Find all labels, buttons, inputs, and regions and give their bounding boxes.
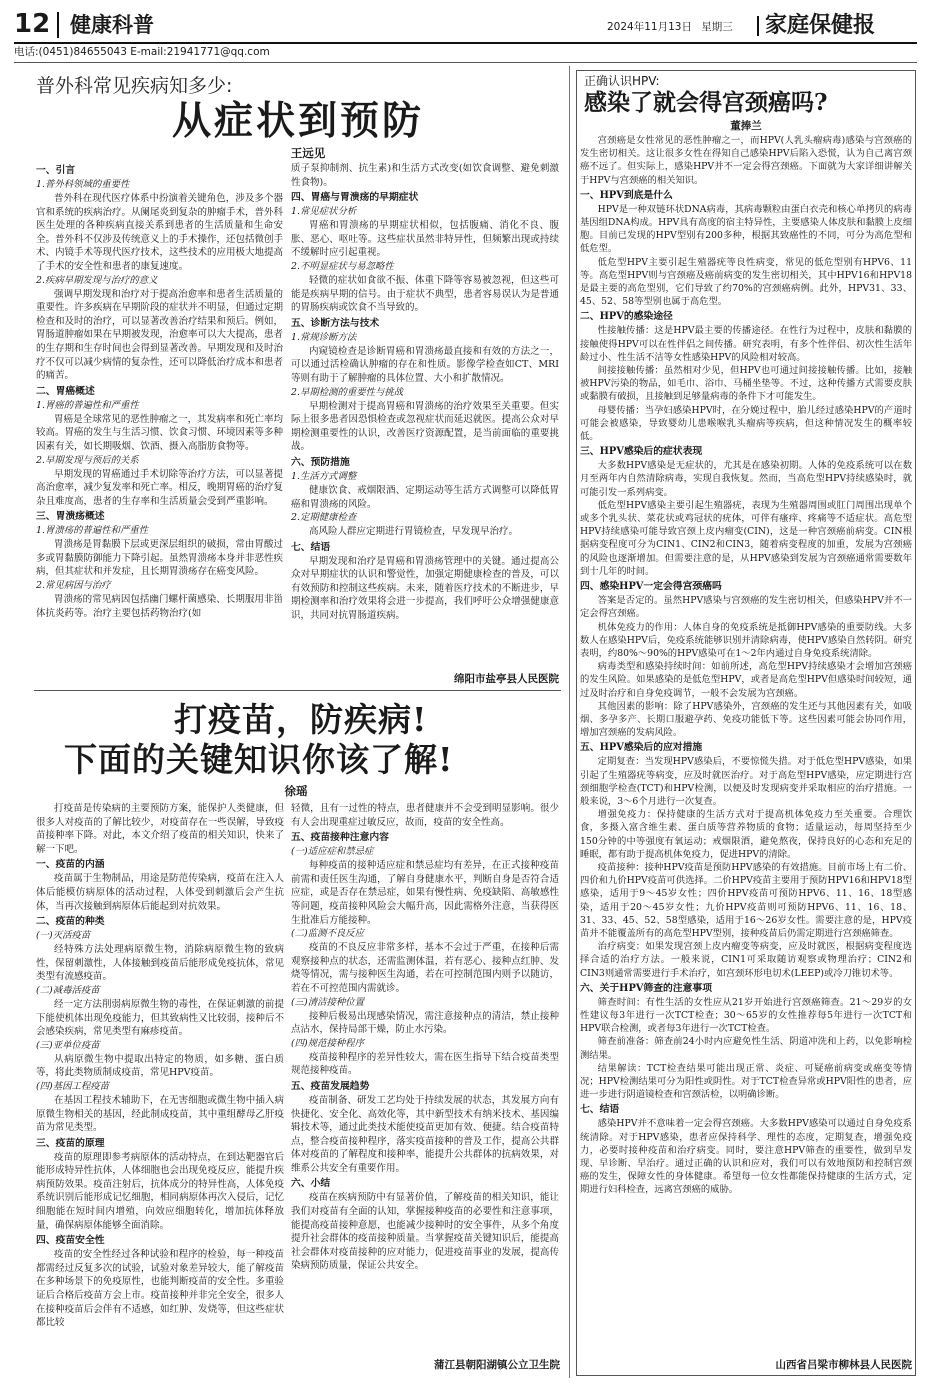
body-paragraph: 疫苗的安全性经过各种试验和程序的检验，每一种疫苗都需经过反复多次的试验，试验对象差异较大，能了解疫苗在多种场景下的免疫原性，也能判断疫苗的安全性。多重验证后合格后疫苗方会上市。疫苗接种并非完全安全，很多人在接种疫苗后会伴有不适感，如红肿、发烧等，但这些症状都比较 xyxy=(36,1249,284,1329)
body-paragraph: 感染HPV并不意味着一定会得宫颈癌。大多数HPV感染可以通过自身免疫系统清除。对于HPV感染，患者应保持科学、理性的态度，定期复查，增强免疫力，必要时接种疫苗和治疗病变。同时，要注意HPV筛查的重要性，做到早发现、早诊断、早治疗。通过正确的认识和应对，我们可以有效地预防和控制宫颈癌的发生，保障女性的身体健康。希望每一位女性都能保持健康的生活方式，定期进行妇科检查，远离宫颈癌的威胁。 xyxy=(580,1118,912,1196)
subsection-heading: 1.常规诊断方法 xyxy=(291,331,357,343)
masthead-rule-thin xyxy=(14,62,917,63)
section-heading: 七、结语 xyxy=(580,1104,620,1116)
body-paragraph: 疫苗的原理即参考病原体的活动特点，在到达靶器官后能形成特异性抗体，人体细胞也会出现免疫反应，能提升疾病预防效果。疫苗注射后，抗体成分的特异性高，人体免疫系统识别后能形成记忆细胞，相同病原体再次入侵后，记忆细胞能在短时间内增殖，向效应细胞转化，增加抗体释放量，确保病原体能够全面消除。 xyxy=(36,1151,284,1231)
subsection-heading: 2.疾病早期发现与治疗的意义 xyxy=(36,274,158,286)
article3-kicker: 正确认识HPV: xyxy=(584,74,660,88)
section-heading: 一、疫苗的内涵 xyxy=(36,859,105,871)
body-paragraph: 强调早期发现和治疗对于提高治愈率和患者生活质量的重要性。许多疾病在早期阶段的症状并不明显，但通过定期检查和及时的治疗，可以显著改善治疗结果和预后。例如，胃肠道肿瘤如果在早期被发现，治愈率可以大大提高，患者的生存期和生存时间也会得到显著改善。早期发现和及时治疗不仅可以减少病情的复杂性，还可以降低治疗成本和患者的痛苦。 xyxy=(36,288,283,382)
subsection-heading: (二)减毒活疫苗 xyxy=(36,984,100,996)
section-heading: 六、关于HPV筛查的注意事项 xyxy=(580,982,712,994)
body-paragraph: 母婴传播：当孕妇感染HPV时，在分娩过程中，胎儿经过感染HPV的产道时可能会被感染，导致婴幼儿患喉喉乳头瘤病等疾病，但这种情况发生的概率较低。 xyxy=(580,404,912,443)
section-heading: 三、疫苗的原理 xyxy=(36,1137,105,1149)
subsection-heading: 2.早期检测的重要性与挑战 xyxy=(291,386,404,398)
body-paragraph: 高风险人群应定期进行胃镜检查，早发现早治疗。 xyxy=(309,526,519,538)
section-heading: 三、HPV感染后的症状表现 xyxy=(580,446,703,458)
body-paragraph: 胃溃疡是胃黏膜下层或更深层组织的破损，常由胃酸过多或胃黏膜防御能力下降引起。虽然胃溃疡本身并非恶性疾病，但其症状和并发症，且长期胃溃疡存在癌变风险。 xyxy=(36,539,283,578)
section-heading: 一、引言 xyxy=(36,165,76,176)
subsection-heading: (二)监测不良反应 xyxy=(291,928,364,940)
body-paragraph: 疫苗在疾病预防中有显著价值，了解疫苗的相关知识，能让我们对疫苗有全面的认知，掌握接种疫苗的必要性和注意事项，能提高疫苗接种意愿，也能减少接种时的安全事件，从多个角度提升社会群体的疫苗接种质量。当掌握疫苗关键知识后，能提高社会群体对疫苗接种的应对能力，促进疫苗事业的发展，提高传染病预防质量，保证公共安全。 xyxy=(291,1192,559,1272)
section-heading: 二、疫苗的种类 xyxy=(36,916,105,928)
body-paragraph: 筛查时间：有性生活的女性应从21岁开始进行宫颈癌筛查。21～29岁的女性建议每3年进行一次TCT检查；30～65岁的女性推荐每5年进行一次TCT和HPV联合检测，或者每3年进行一次TCT检查。 xyxy=(580,996,912,1035)
body-paragraph: 其他因素的影响：除了HPV感染外，宫颈癌的发生还与其他因素有关，如吸烟、多孕多产、长期口服避孕药、免疫功能低下等。这些因素可能会协同作用，增加宫颈癌的发病风险。 xyxy=(580,700,912,739)
body-paragraph: 病毒类型和感染持续时间：如前所述，高危型HPV持续感染才会增加宫颈癌的发生风险。如果感染的是低危型HPV，或者是高危型HPV但感染时间较短，通过及时治疗和自身免疫调节，一般不会发展为宫颈癌。 xyxy=(580,661,912,699)
article1-column-2 xyxy=(291,162,559,657)
subsection-heading: (一)灭活疫苗 xyxy=(36,930,91,942)
body-paragraph: 治疗病变：如果发现宫颈上皮内瘤变等病变，应及时就医，根据病变程度选择合适的治疗方法。一般来说，CIN1可采取随访观察或物理治疗；CIN2和CIN3则通常需要进行手术治疗，如宫颈环形电切术(LEEP)或冷刀锥切术等。 xyxy=(580,941,912,979)
article1-column-1 xyxy=(36,162,283,694)
body-paragraph: 经特殊方法处理病原微生物，消除病原微生物的致病性，保留刺激性，人体接触到疫苗后能形成免疫抗体，常见类型有流感疫苗。 xyxy=(36,944,284,983)
article1-affiliation: 绵阳市盐亭县人民医院 xyxy=(454,673,559,685)
body-paragraph: 疫苗接种：接种HPV疫苗是预防HPV感染的有效措施。目前市场上有二价、四价和九价HPV疫苗可供选择。二价HPV疫苗主要用于预防HPV16和HPV18型感染，适用于9～45岁女性；四价HPV疫苗可预防HPV6、11、16、18型感染，适用于20～45岁女性；九价HPV疫苗则可预防HPV6、11、16、18、31、33、45、52、58型感染，适用于16～26岁女性。需要注意的是，HPV疫苗并不能覆盖所有的高危型HPV型别，接种疫苗后仍需定期进行宫颈癌筛查。 xyxy=(580,861,912,939)
body-paragraph: 性接触传播：这是HPV最主要的传播途径。在性行为过程中，皮肤和黏膜的接触使得HPV可以在性伴侣之间传播。研究表明，有多个性伴侣、初次性生活年龄过小、性生活不洁等女性感染HPV的风险相对较高。 xyxy=(580,325,912,363)
body-paragraph: 疫苗的不良反应非常多样，基本不会过于严重，在接种后需观察接种点的状态，还需监测体温，若有恶心、接种点红肿、发烧等情况，需与接种医生沟通，若在可控制范围内则予以随访，若在不可控范围内需就诊。 xyxy=(291,942,559,994)
body-paragraph: 间接接触传播：虽然相对少见，但HPV也可通过间接接触传播。比如，接触被HPV污染的物品，如毛巾、浴巾、马桶坐垫等。不过，这种传播方式需要皮肤或黏膜有破损，且接触到足够量病毒的条件下才可能发生。 xyxy=(580,365,912,403)
section-heading: 五、疫苗接种注意内容 xyxy=(291,832,389,844)
subsection-heading: 2.早期发现与预后的关系 xyxy=(36,454,139,466)
article3-title: 感染了就会得宫颈癌吗? xyxy=(584,89,828,116)
body-paragraph: 低危型HPV感染主要引起生殖器疣，表现为生殖器周围或肛门周围出现单个或多个乳头状、菜花状或鸡冠状的疣体，可伴有瘙痒、疼痛等不适症状。高危型HPV持续感染可能导致宫颈上皮内瘤变(CIN)，这是一种宫颈癌前病变。CIN根据病变程度可分为CIN1、CIN2和CIN3，随着病变程度的加重，发展为宫颈癌的风险也逐渐增加。但需要注意的是，从HPV感染到发展为宫颈癌通常需要数年到十几年的时间。 xyxy=(580,499,912,577)
body-paragraph: 在基因工程技术辅助下，在无害细胞或微生物中插入病原微生物相关的基因，经此制成疫苗，其中重组酵母乙肝疫苗为常见类型。 xyxy=(36,1094,284,1134)
article3-affiliation: 山西省吕梁市柳林县人民医院 xyxy=(775,1359,912,1371)
body-paragraph: 质子泵抑制剂、抗生素)和生活方式改变(如饮食调整、避免刺激性食物)。 xyxy=(291,163,559,188)
section-name: 健康科普 xyxy=(70,12,154,37)
body-paragraph: 经一定方法削弱病原微生物的毒性，在保证刺激的前提下能使机体出现免疫能力，但其致病性又比较弱，接种后不会感染疾病，常见类型有麻疹疫苗。 xyxy=(36,998,284,1038)
article2-author: 徐瑶 xyxy=(284,784,308,798)
body-paragraph: 每种疫苗的接种适应症和禁忌症均有差异，在正式接种疫苗前需和责任医生沟通，了解自身健康水平，判断自身是否符合适应症，或是否存在禁忌症，如果有慢性病、免疫缺陷、高敏感性等问题，疫苗接种风险会大幅升高，因此需格外注意，当获得医生批准后方能接种。 xyxy=(291,860,559,926)
subsection-heading: 1.常见症状分析 xyxy=(291,206,357,218)
body-paragraph: 疫苗接种程序的差异性较大，需在医生指导下结合疫苗类型规范接种疫苗。 xyxy=(291,1051,559,1077)
body-paragraph: 胃癌是全球常见的恶性肿瘤之一，其发病率和死亡率均较高。胃癌的发生与生活习惯、饮食习惯、环境因素等多种因素有关，如长期吸烟、饮酒、摄入高脂肪食物等。 xyxy=(36,413,283,452)
body-paragraph: 增强免疫力：保持健康的生活方式对于提高机体免疫力至关重要。合理饮食，多摄入富含维生素、蛋白质等营养物质的食物；适量运动，每周坚持至少150分钟的中等强度有氧运动；戒烟限酒，避免熬夜，保持良好的心态和充足的睡眠，都有助于提高机体免疫力，促进HPV的清除。 xyxy=(580,809,912,860)
masthead-divider xyxy=(57,12,59,38)
section-heading: 六、小结 xyxy=(291,1178,331,1190)
body-paragraph: 结果解读：TCT检查结果可能出现正常、炎症、可疑癌前病变或癌变等情况；HPV检测结果可分为阳性或阴性。对于TCT检查异常或HPV阳性的患者，应进一步进行阴道镜检查和宫颈活检，以明确诊断。 xyxy=(580,1062,912,1101)
subsection-heading: 2.不明显症状与易忽略性 xyxy=(291,260,394,272)
section-heading: 五、HPV感染后的应对措施 xyxy=(580,742,703,754)
body-paragraph: 大多数HPV感染是无症状的，尤其是在感染初期。人体的免疫系统可以在数月至两年内自然清除病毒，实现自我恢复。然而，当高危型HPV持续感染时，就可能引发一系列病变。 xyxy=(580,460,912,498)
article2-column-1 xyxy=(36,802,284,1372)
article2-column-2 xyxy=(291,802,559,1357)
section-heading: 三、胃溃疡概述 xyxy=(36,511,105,523)
body-paragraph: 胃癌和胃溃疡的早期症状相似，包括腹痛、消化不良、腹胀、恶心、呕吐等。这些症状虽然非特异性，但频繁出现或持续不缓解时应引起重视。 xyxy=(291,220,559,259)
column-divider xyxy=(569,66,570,1378)
subsection-heading: (三)亚单位疫苗 xyxy=(36,1039,100,1051)
body-paragraph: 接种后极易出现感染情况，需注意接种点的清洁，禁止接种点沾水，保持局部干燥，防止水污染。 xyxy=(291,1010,559,1036)
body-paragraph: 宫颈癌是女性常见的恶性肿瘤之一，而HPV(人乳头瘤病毒)感染与宫颈癌的发生密切相关。这让很多女性在得知自己感染HPV后陷入恐慌，认为自己离宫颈癌不远了。但实际上，感染HPV并不一定会得宫颈癌。下面就为大家详细讲解关于HPV与宫颈癌的相关知识。 xyxy=(580,135,912,186)
body-paragraph: 早期检测对于提高胃癌和胃溃疡的治疗效果至关重要。但实际上很多患者因恐惧检查或忽视症状而延迟就医。提高公众对早期检测重要性的认识，改善医疗资源配置，是当前面临的重要挑战。 xyxy=(291,400,559,453)
paper-name: 家庭保健报 xyxy=(765,12,876,38)
body-paragraph: 普外科在现代医疗体系中扮演着关键角色，涉及多个器官和系统的疾病治疗。从阑尾炎到复杂的肿瘤手术，普外科医生处理的各种疾病直接关系到患者的生活质量和生命安全。普外科不仅涉及传统意义上的手术操作，还包括微创手术、内镜手术等现代医疗技术，这些技术的应用极大地提高了手术的安全性和患者的康复速度。 xyxy=(36,193,283,272)
article3-author: 董捧兰 xyxy=(730,120,762,132)
article2-affiliation: 蒲江县朝阳湖镇公立卫生院 xyxy=(434,1359,560,1371)
contact-info: 电话:(0451)84655043 E-mail:21941771@qq.com xyxy=(14,46,270,58)
section-heading: 二、胃癌概述 xyxy=(36,385,95,397)
subsection-heading: 1.生活方式调整 xyxy=(291,470,357,482)
body-paragraph: 轻微，且有一过性的特点，患者健康并不会受到明显影响。很少有人会出现重症过敏反应，故而，疫苗的安全性高。 xyxy=(291,803,559,828)
date-text: 2024年11月13日 xyxy=(607,21,692,33)
subsection-heading: 2.定期健康检查 xyxy=(291,512,357,524)
subsection-heading: (四)规范接种程序 xyxy=(291,1037,364,1049)
subsection-heading: (四)基因工程疫苗 xyxy=(36,1080,109,1092)
section-heading: 四、疫苗安全性 xyxy=(36,1235,105,1247)
subsection-heading: (三)清洁接种位置 xyxy=(291,996,364,1008)
section-heading: 六、预防措施 xyxy=(291,456,350,468)
body-paragraph: 胃溃疡的常见病因包括幽门螺杆菌感染、长期服用非甾体抗炎药等。治疗主要包括药物治疗(如 xyxy=(36,594,283,619)
article1-kicker: 普外科常见疾病知多少: xyxy=(36,75,233,97)
article1-bottom-rule xyxy=(34,690,561,691)
article2-title-line2: 下面的关键知识你该了解! xyxy=(64,740,454,779)
body-paragraph: 疫苗制备、研发工艺均处于持续发展的状态，其发展方向有快捷化、安全化、高效化等，其中新型技术有纳米技术、基因编辑技术等，通过此类技术能使疫苗更加有效、便捷。结合疫苗特点，整合疫苗接种程序，落实疫苗接种的普及工作，提高公共群体对疫苗的了解程度和接种率，能提升公共群体的抗病效果，对维系公共安全有重要作用。 xyxy=(291,1094,559,1174)
subsection-heading: (一)适应症和禁忌症 xyxy=(291,846,374,858)
masthead-divider-2 xyxy=(757,16,759,36)
section-heading: 七、结语 xyxy=(291,541,331,553)
body-paragraph: 早期发现和治疗是胃癌和胃溃疡管理中的关键。通过提高公众对早期症状的认识和警觉性，加强定期健康检查的普及，可以有效预防和控制这些疾病。未来，随着医疗技术的不断进步，早期检测率和治疗效果将会进一步提高，我们呼吁公众增强健康意识，共同对抗胃肠道疾病。 xyxy=(291,555,559,622)
article1-author: 王远见 xyxy=(290,146,326,160)
body-paragraph: 内窥镜检查是诊断胃癌和胃溃疡最直接和有效的方法之一，可以通过活检确认肿瘤的存在和性质。影像学检查如CT、MRI等则有助于了解肿瘤的具体位置、大小和扩散情况。 xyxy=(291,345,559,384)
body-paragraph: 打疫苗是传染病的主要预防方案，能保护人类健康，但很多人对疫苗的了解比较少，对疫苗存在一些误解，导致疫苗接种率下降。对此，本文介绍了疫苗的相关知识，快来了解一下吧。 xyxy=(36,803,284,855)
subsection-heading: 1.胃溃疡的普遍性和严重性 xyxy=(36,525,149,537)
weekday-text: 星期三 xyxy=(701,21,733,33)
article3-body xyxy=(580,134,912,1354)
body-paragraph: 筛查前准备：筛查前24小时内应避免性生活、阴道冲洗和上药，以免影响检测结果。 xyxy=(580,1036,912,1061)
body-paragraph: 疫苗属于生物制品，用途是防范传染病，疫苗在注入人体后能模仿病原体的活动过程，人体受到刺激后会产生抗体，当再次接触到病原体后能起到对抗效果。 xyxy=(36,873,284,912)
section-heading: 五、疫苗发展趋势 xyxy=(291,1080,370,1092)
body-paragraph: HPV是一种双链环状DNA病毒，其病毒颗粒由蛋白衣壳和核心单拷贝的病毒基因组DNA构成。HPV具有高度的宿主特异性，主要感染人体皮肤和黏膜上皮细胞。目前已发现的HPV型别有200多种，根据其致癌性的不同，可分为高危型和低危型。 xyxy=(580,203,912,255)
body-paragraph: 早期发现的胃癌通过手术切除等治疗方法，可以显著提高治愈率，减少复发率和死亡率。相反，晚期胃癌的治疗复杂且难度高，患者的生存率和生活质量会受到严重影响。 xyxy=(36,468,283,507)
article1-title: 从症状到预防 xyxy=(172,98,425,144)
masthead-rule xyxy=(14,42,917,44)
body-paragraph: 答案是否定的。虽然HPV感染与宫颈癌的发生密切相关，但感染HPV并不一定会得宫颈癌。 xyxy=(580,595,912,620)
body-paragraph: 从病原微生物中提取出特定的物质，如多糖、蛋白质等，将此类物质制成疫苗，常见HPV疫苗。 xyxy=(36,1053,284,1079)
section-heading: 五、诊断方法与技术 xyxy=(291,317,380,329)
section-heading: 二、HPV的感染途径 xyxy=(580,311,673,323)
body-paragraph: 低危型HPV主要引起生殖器疣等良性病变，常见的低危型别有HPV6、11等。高危型HPV则与宫颈癌及癌前病变的发生密切相关，其中HPV16和HPV18是最主要的高危型别，它们导致了约70%的宫颈癌病例。此外，HPV31、33、45、52、58等型别也属于高危型。 xyxy=(580,256,912,308)
subsection-heading: 1.普外科领域的重要性 xyxy=(36,179,130,190)
page-number: 12 xyxy=(14,9,51,39)
body-paragraph: 轻微的症状如食欲不振、体重下降等容易被忽视，但这些可能是疾病早期的信号。由于症状不典型，患者容易误认为是普通的胃肠疾病或饮食不当导致的。 xyxy=(291,274,559,314)
body-paragraph: 健康饮食、戒烟限酒、定期运动等生活方式调整可以降低胃癌和胃溃疡的风险。 xyxy=(291,484,559,510)
body-paragraph: 机体免疫力的作用：人体自身的免疫系统是抵御HPV感染的重要防线。大多数人在感染HPV后，免疫系统能够识别并清除病毒，使HPV感染自然转阴。研究表明，约80%～90%的HPV感染可在1～2年内通过自身免疫系统清除。 xyxy=(580,621,912,659)
subsection-heading: 2.常见病因与治疗 xyxy=(36,580,111,592)
body-paragraph: 定期复查：当发现HPV感染后，不要惊慌失措。对于低危型HPV感染，如果引起了生殖器疣等病变，应及时就医治疗。对于高危型HPV感染，应定期进行宫颈细胞学检查(TCT)和HPV检测，以便及时发现病变并采取相应的治疗措施。一般来说，3～6个月进行一次复查。 xyxy=(580,756,912,807)
section-heading: 一、HPV到底是什么 xyxy=(580,189,673,201)
article2-title-line1: 打疫苗，防疾病! xyxy=(174,700,428,739)
section-heading: 四、胃癌与胃溃疡的早期症状 xyxy=(291,192,419,204)
section-heading: 四、感染HPV一定会得宫颈癌吗 xyxy=(580,581,722,593)
issue-date xyxy=(607,20,733,34)
subsection-heading: 1.胃癌的普遍性和严重性 xyxy=(36,399,139,411)
